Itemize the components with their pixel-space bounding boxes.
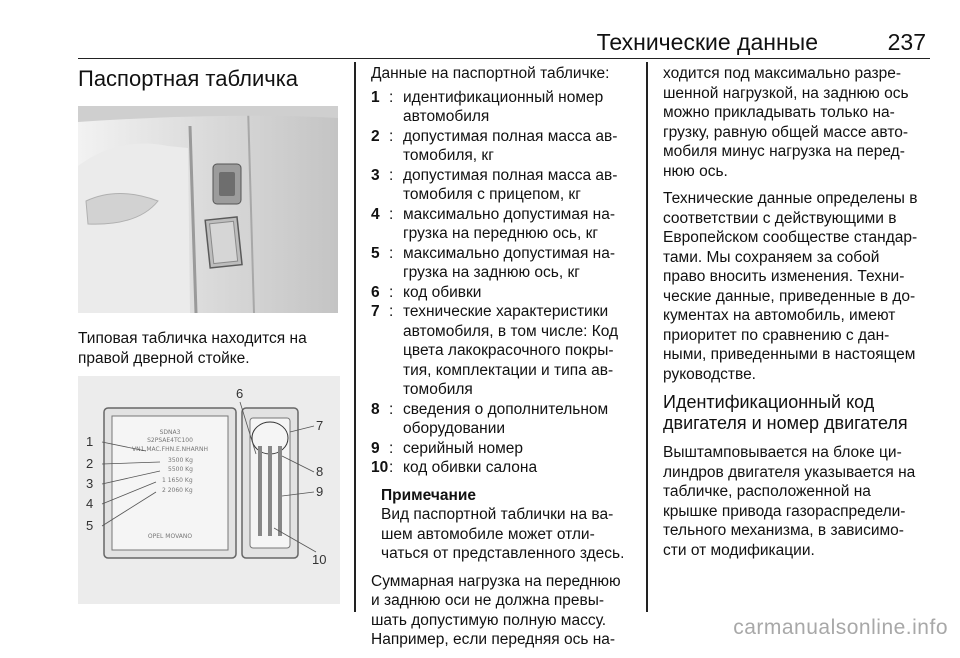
item-number: 6 xyxy=(371,283,380,301)
para-line: можно прикладывать только на- xyxy=(663,104,895,121)
axle-load-paragraph xyxy=(371,572,633,650)
door-pillar-photo xyxy=(78,106,338,313)
list-intro: Данные на паспортной табличке: xyxy=(371,65,610,82)
engine-id-heading xyxy=(663,392,931,434)
note-line: чаться от представленного здесь. xyxy=(381,545,625,562)
para-line: шать допустимую полную массу. xyxy=(371,611,607,629)
para-line: Суммарная нагрузка на переднюю xyxy=(371,572,621,590)
para-line: приоритет по сравнению с дан- xyxy=(663,326,890,344)
plate-data-list xyxy=(371,88,633,478)
item-text: томобиля, кг xyxy=(403,147,494,164)
para-line: Выштамповывается на блоке ци- xyxy=(663,444,902,461)
para-line: тами. Мы сохраняем за собой xyxy=(663,248,880,266)
list-item: 9 : серийный номер xyxy=(371,439,524,457)
para-line: право вносить изменения. Техни- xyxy=(663,268,905,285)
para-line: мобиля минус нагрузка на перед- xyxy=(663,143,905,160)
para-line: сти от модификации. xyxy=(663,541,815,559)
item-number: 10 xyxy=(371,459,389,476)
item-text: цвета лакокрасочного покры- xyxy=(403,342,614,359)
plate-footer: OPEL MOVANO xyxy=(147,533,193,540)
header-title: Технические данные xyxy=(596,29,818,55)
column-divider-1 xyxy=(354,62,356,612)
para-line: тельного механизма, в зависимо- xyxy=(663,522,904,539)
item-text: сведения о дополнительном xyxy=(403,400,609,418)
list-item: 5 : максимально допустимая на- грузка на заднюю ось, кг xyxy=(371,244,615,281)
note-line: шем автомобиле может отли- xyxy=(381,525,595,543)
plate-line: 3500 Kg xyxy=(168,457,193,464)
para-line: линдров двигателя указывается на xyxy=(663,463,916,481)
plate-line: S2PSAE4TC100 xyxy=(147,437,193,444)
item-text: томобиля с прицепом, кг xyxy=(403,186,581,203)
column-1 xyxy=(78,64,340,604)
standards-paragraph xyxy=(663,189,931,384)
list-item: 2 : допустимая полная масса ав- томобиля, кг xyxy=(371,127,618,164)
callout-label: 6 xyxy=(236,386,244,401)
section-title: Паспортная табличка xyxy=(78,66,299,91)
para-line: ческие данные, приведенные в до- xyxy=(663,287,916,305)
column-3 xyxy=(663,64,931,568)
item-number: 5 xyxy=(371,244,380,262)
item-text: максимально допустимая на- xyxy=(403,244,615,262)
caption-line: Типовая табличка находится на xyxy=(78,330,307,347)
item-text: томобиля xyxy=(403,381,473,398)
list-item: 10 : код обивки салона xyxy=(371,459,538,476)
item-text: тия, комплектации и типа ав- xyxy=(403,361,614,379)
item-text: оборудовании xyxy=(403,420,506,437)
callout-label: 9 xyxy=(316,484,324,499)
item-number: 1 xyxy=(371,88,380,106)
para-line: ходится под максимально разре- xyxy=(663,65,902,82)
note-line: Вид паспортной таблички на ва- xyxy=(381,506,614,523)
item-number: 4 xyxy=(371,205,380,223)
callout-label: 3 xyxy=(86,476,94,491)
para-line: и заднюю оси не должна превы- xyxy=(371,592,605,609)
plate-line: 5500 Kg xyxy=(168,466,193,473)
callout-label: 2 xyxy=(86,456,94,471)
para-line: кументах на автомобиль, имеют xyxy=(663,307,896,324)
item-text: серийный номер xyxy=(403,439,524,457)
list-item: 4 : максимально допустимая на- грузка на переднюю ось, кг xyxy=(371,205,615,242)
item-text: технические характеристики xyxy=(403,303,609,320)
item-text: код обивки xyxy=(403,283,482,301)
engine-id-paragraph xyxy=(663,443,931,560)
para-line: Например, если передняя ось на- xyxy=(371,631,616,648)
plate-line: VN1.MAC.FHN.E.NHARNH xyxy=(132,446,208,453)
note-body xyxy=(381,505,633,564)
column-2 xyxy=(371,64,633,658)
item-number: 7 xyxy=(371,303,380,320)
plate-line: 2 2060 Kg xyxy=(162,487,193,494)
item-text: допустимая полная масса ав- xyxy=(403,127,618,145)
para-line: соответствии с действующими в xyxy=(663,209,897,227)
note-title: Примечание xyxy=(381,486,476,504)
callout-label: 8 xyxy=(316,464,324,479)
para-line: табличке, расположенной на xyxy=(663,483,871,500)
para-line: ными, приведенными в настоящем xyxy=(663,346,916,363)
heading-line: Идентификационный код xyxy=(663,392,875,412)
para-line: Технические данные определены в xyxy=(663,190,918,207)
list-item: 3 : допустимая полная масса ав- томобиля с прицепом, кг xyxy=(371,166,618,203)
item-text: грузка на заднюю ось, кг xyxy=(403,264,580,281)
para-line: нюю ось. xyxy=(663,162,728,180)
item-text: автомобиля xyxy=(403,108,490,125)
item-number: 8 xyxy=(371,400,380,418)
axle-load-paragraph-continued xyxy=(663,64,931,181)
para-line: руководстве. xyxy=(663,365,756,383)
column-divider-2 xyxy=(646,62,648,612)
list-item: 7 : технические характеристики автомобиля, в том числе: Код цвета лакокрасочного покры- тия, комплектации и типа ав- томобиля xyxy=(371,303,619,398)
callout-label: 7 xyxy=(316,418,324,433)
page-number: 237 xyxy=(887,29,926,55)
callout-label: 10 xyxy=(312,552,327,567)
item-text: код обивки салона xyxy=(403,459,538,476)
callout-label: 5 xyxy=(86,518,94,533)
item-text: грузка на переднюю ось, кг xyxy=(403,225,599,242)
callout-label: 1 xyxy=(86,434,94,449)
item-text: допустимая полная масса ав- xyxy=(403,166,618,184)
heading-line: двигателя и номер двигателя xyxy=(663,413,908,433)
item-text: автомобиля, в том числе: Код xyxy=(403,322,619,340)
caption-line: правой дверной стойке. xyxy=(78,349,250,367)
plate-line: 1 1650 Kg xyxy=(162,477,193,484)
item-number: 9 xyxy=(371,439,380,457)
para-line: крышке привода газораспредели- xyxy=(663,502,906,520)
item-number: 3 xyxy=(371,166,380,184)
page-header xyxy=(78,26,930,59)
plate-diagram xyxy=(78,376,340,604)
item-text: максимально допустимая на- xyxy=(403,205,615,223)
item-text: идентификационный номер xyxy=(403,88,604,106)
para-line: Европейском сообществе стандар- xyxy=(663,229,918,246)
item-number: 2 xyxy=(371,127,380,145)
plate-line: SDNA3 xyxy=(159,429,181,436)
callout-label: 4 xyxy=(86,496,94,511)
para-line: шенной нагрузкой, на заднюю ось xyxy=(663,84,909,102)
watermark: carmanualsonline.info xyxy=(733,616,948,639)
list-item: 1 : идентификационный номер автомобиля xyxy=(371,88,604,125)
photo-caption xyxy=(78,329,340,368)
list-item: 6 : код обивки xyxy=(371,283,482,301)
list-item: 8 : сведения о дополнительном оборудовании xyxy=(371,400,609,437)
para-line: грузку, равную общей массе авто- xyxy=(663,123,909,141)
